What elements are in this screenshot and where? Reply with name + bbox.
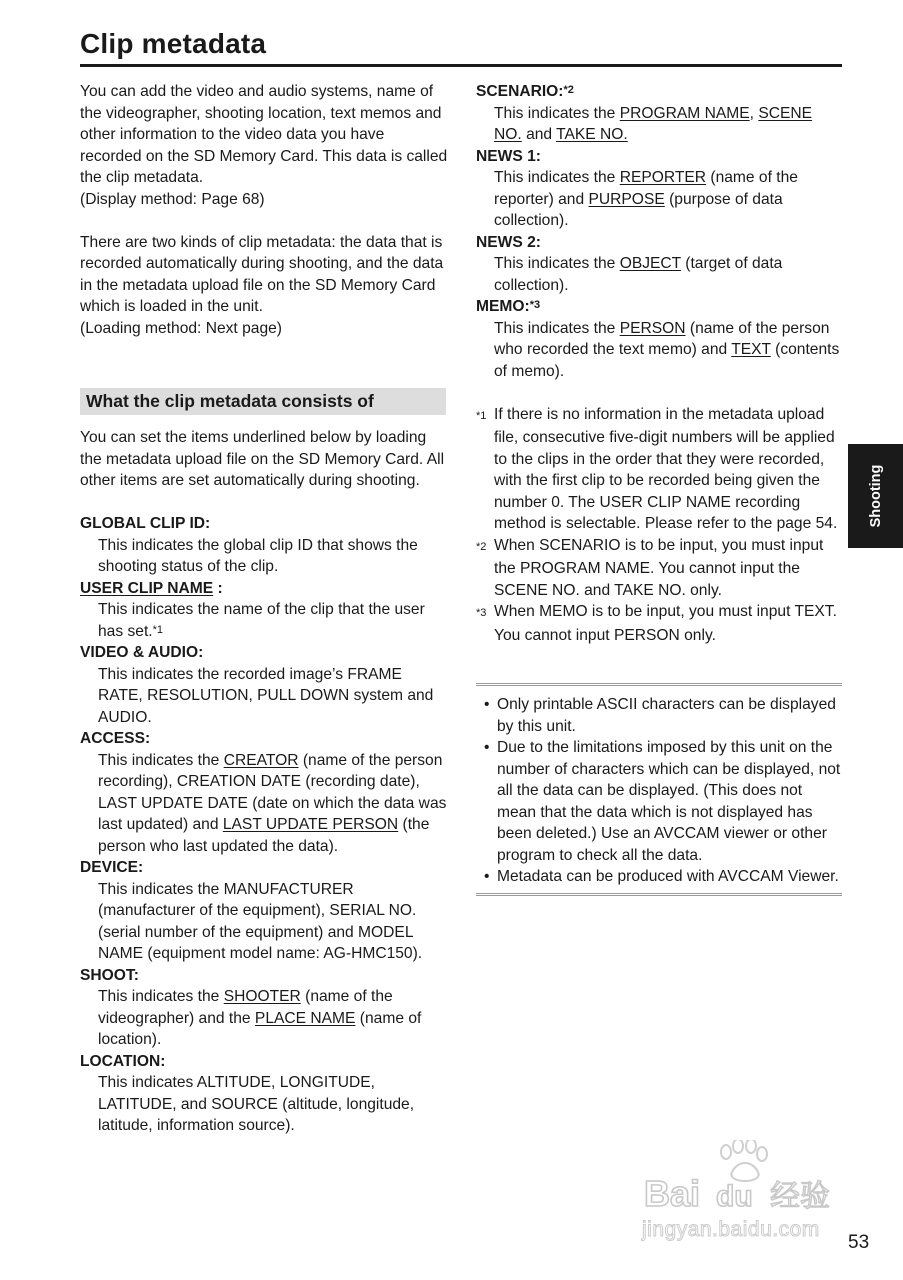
item-desc (476, 103, 842, 146)
label-colon: : (213, 579, 223, 597)
desc-text: This indicates the (98, 988, 224, 1005)
item-label (80, 578, 450, 600)
intro-display-method: (Display method: Page 68) (80, 190, 265, 208)
item-desc (476, 167, 842, 232)
item-location (80, 1051, 450, 1137)
item-label: LOCATION: (80, 1052, 166, 1070)
underlined-field: TAKE NO. (556, 126, 628, 143)
item-user-clip-name (80, 578, 450, 643)
footnote-2 (476, 535, 842, 602)
footnote-mark: *3 (476, 607, 487, 619)
item-label: NEWS 1: (476, 147, 541, 165)
desc-text: (purpose of data collection). (494, 190, 783, 229)
item-label: NEWS 2: (476, 233, 541, 251)
item-desc (80, 599, 450, 642)
item-desc (476, 318, 842, 383)
item-desc: This indicates ALTITUDE, LONGITUDE, LATITUDE, and SOURCE (altitude, longitude, latitude, information source). (98, 1074, 415, 1134)
item-scenario (476, 81, 842, 146)
svg-text:经验: 经验 (770, 1179, 830, 1214)
section-intro: You can set the items underlined below by loading the metadata upload file on the SD Memory Card. All other items are set automatically during shooting. (80, 429, 445, 489)
desc-text: This indicates the (494, 319, 620, 337)
desc-text: This indicates the (98, 751, 224, 769)
item-label (476, 296, 842, 318)
underlined-field: CREATOR (223, 751, 299, 769)
title-rule (80, 64, 842, 67)
item-label (476, 81, 842, 103)
intro-paragraph-1: You can add the video and audio systems, name of the videographer, shooting location, text memos and other information to the video data you have recorded on the SD Memory Card. This data is called the clip metadata. (80, 83, 448, 186)
desc-text: and (521, 126, 557, 143)
bullet-icon: • (484, 696, 490, 713)
page-number: 53 (848, 1232, 870, 1253)
desc-text: This indicates the (494, 104, 620, 122)
underlined-field: PLACE NAME (254, 1009, 356, 1027)
underlined-label: USER CLIP NAME (80, 579, 214, 597)
footnote-text: When MEMO is to be input, you must input TEXT. You cannot input PERSON only. (494, 603, 837, 644)
footnote-ref: *1 (152, 623, 164, 636)
item-desc: This indicates the recorded image’s FRAME RATE, RESOLUTION, PULL DOWN system and AUDIO. (98, 665, 434, 726)
item-memo (476, 296, 842, 382)
item-news-2 (476, 232, 842, 297)
desc-text: (target of data collection). (494, 255, 783, 294)
underlined-field: LAST UPDATE PERSON (222, 816, 399, 833)
item-desc: This indicates the global clip ID that shows the shooting status of the clip. (98, 536, 418, 575)
item-shoot (80, 965, 450, 1051)
label-text: MEMO: (476, 298, 530, 315)
desc-text: , (749, 104, 759, 122)
svg-text:du: du (716, 1180, 753, 1213)
underlined-field: SHOOTER (223, 988, 301, 1005)
item-label: VIDEO & AUDIO: (80, 644, 204, 661)
desc-text: (name of the person who recorded the text memo) and (494, 319, 830, 358)
footnote-ref: *2 (563, 84, 574, 96)
notes-box (476, 683, 842, 896)
desc-text: (the person who last updated the data). (98, 816, 430, 855)
desc-text: (name of the reporter) and (494, 169, 798, 208)
underlined-field: TEXT (731, 341, 771, 358)
underlined-field: PURPOSE (588, 190, 665, 208)
note-item (476, 866, 842, 888)
footnote-text: When SCENARIO is to be input, you must input the PROGRAM NAME. You cannot input the SCENE NO. and TAKE NO. only. (494, 536, 824, 599)
note-text: Only printable ASCII characters can be displayed by this unit. (497, 696, 836, 735)
underlined-field: SCENE NO. (494, 104, 813, 143)
underlined-field: REPORTER (619, 169, 707, 186)
item-desc (80, 986, 450, 1051)
footnote-3 (476, 601, 842, 646)
intro-loading-method: (Loading method: Next page) (80, 319, 282, 337)
item-access (80, 728, 450, 857)
note-text: Due to the limitations imposed by this unit on the number of characters which can be displayed, not all the data can be displayed. (This does not mean that the data which is not displayed has been deleted.) Use an AVCCAM viewer or other program to check all the data. (497, 739, 841, 864)
footnote-mark: *2 (476, 540, 487, 553)
footnote-ref: *3 (529, 299, 541, 311)
bullet-icon: • (484, 739, 490, 756)
bullet-icon: • (484, 868, 490, 885)
svg-text:Bai: Bai (644, 1173, 701, 1214)
desc-text: (name of the person recording), CREATION DATE (recording date), LAST UPDATE DATE (date on which the data was last updated) and (98, 751, 447, 833)
footnote-mark: *1 (476, 409, 487, 422)
label-text: SCENARIO: (476, 83, 564, 100)
item-label: GLOBAL CLIP ID: (80, 515, 211, 532)
underlined-field: OBJECT (619, 255, 681, 272)
desc-text: This indicates the (494, 255, 620, 272)
item-label: SHOOT: (80, 966, 139, 984)
footnote-text: If there is no information in the metadata upload file, consecutive five-digit numbers will be applied to the clips in the order that they were recorded, with the first clip to be recorded being given the number 0. The USER CLIP NAME recording method is selectable. Please refer to the page 54. (494, 405, 838, 532)
left-column (80, 81, 450, 1137)
item-video-audio (80, 642, 450, 728)
item-desc: This indicates the MANUFACTURER (manufacturer of the equipment), SERIAL NO. (serial number of the equipment) and MODEL NAME (equipment model name: AG-HMC150). (98, 880, 423, 962)
item-desc (476, 253, 842, 296)
underlined-field: PROGRAM NAME (619, 104, 750, 122)
baidu-watermark-logo (640, 1140, 850, 1248)
item-label: ACCESS: (80, 730, 151, 747)
item-news-1 (476, 146, 842, 232)
page-title: Clip metadata (80, 28, 267, 59)
desc-text: This indicates the name of the clip that the user has set. (98, 601, 425, 640)
item-global-clip-id (80, 513, 450, 578)
note-item (476, 737, 842, 866)
item-desc (80, 750, 450, 858)
desc-text: This indicates the (494, 169, 620, 186)
intro-paragraph-2: There are two kinds of clip metadata: the data that is recorded automatically during shooting, and the data in the metadata upload file on the SD Memory Card which is loaded in the unit. (80, 233, 444, 315)
item-device (80, 857, 450, 965)
desc-text: (name of location). (98, 1009, 422, 1048)
section-tab-label: Shooting (867, 464, 884, 528)
section-heading: What the clip metadata consists of (80, 388, 446, 415)
note-text: Metadata can be produced with AVCCAM Viewer. (497, 868, 839, 885)
desc-text: (name of the videographer) and the (98, 988, 393, 1027)
section-tab (848, 444, 903, 548)
desc-text: (contents of memo). (494, 341, 840, 380)
item-label: DEVICE: (80, 859, 144, 876)
underlined-field: PERSON (619, 319, 686, 337)
footnote-1 (476, 404, 842, 535)
right-column (476, 81, 842, 646)
note-item (476, 694, 842, 737)
svg-text:jingyan.baidu.com: jingyan.baidu.com (642, 1218, 820, 1241)
